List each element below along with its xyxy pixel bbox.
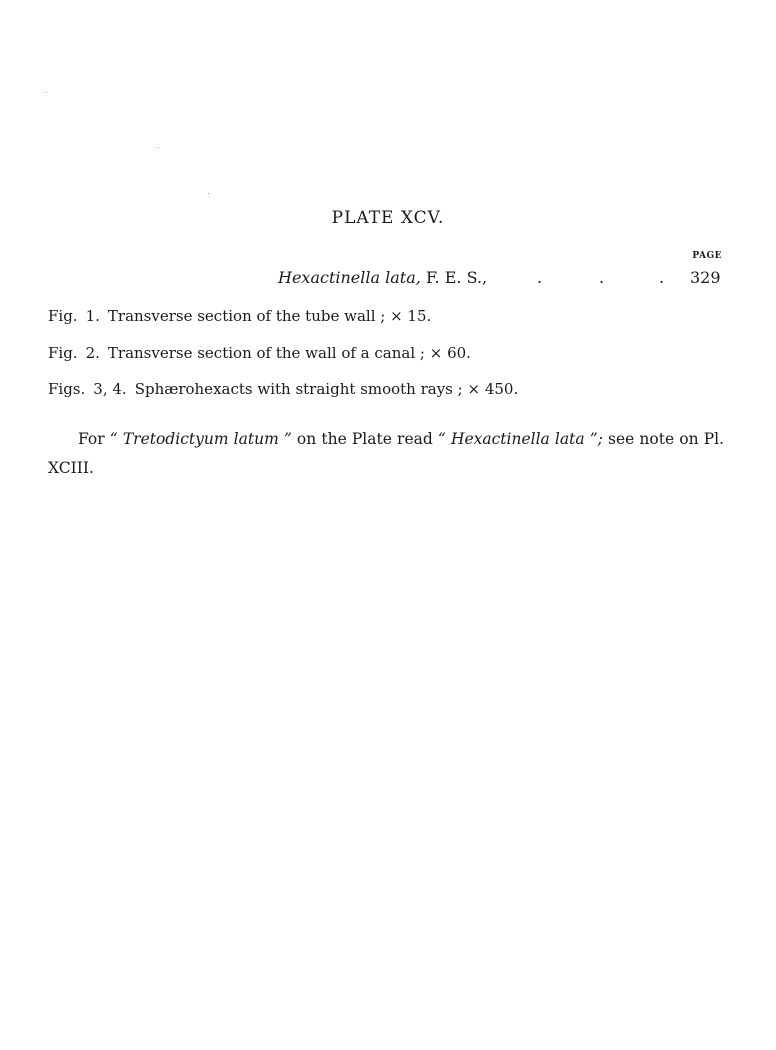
- figure-number: 3, 4.: [93, 380, 127, 398]
- figure-description: Sphærohexacts with straight smooth rays ;: [134, 380, 463, 398]
- figure-label: Fig.: [48, 344, 78, 362]
- leader-dot: .: [659, 268, 665, 287]
- note-text: For: [78, 430, 110, 448]
- species-heading-row: [0, 268, 776, 290]
- figure-caption-1: [48, 307, 431, 325]
- figure-caption-2: [48, 344, 471, 362]
- scan-speck: [208, 193, 209, 194]
- figure-description: Transverse section of the wall of a canal ;: [107, 344, 425, 362]
- note-text: on the Plate read: [291, 430, 438, 448]
- figure-number: 1.: [85, 307, 100, 325]
- scan-speck: [158, 147, 159, 148]
- correction-note: [48, 425, 724, 483]
- species-name: Hexactinella lata,: [278, 268, 421, 287]
- scan-speck: [46, 92, 47, 93]
- plate-title: PLATE XCV.: [331, 208, 445, 228]
- figure-number: 2.: [85, 344, 100, 362]
- figure-caption-3-4: [48, 380, 518, 398]
- species-entry: [278, 268, 487, 287]
- figure-description: Transverse section of the tube wall ;: [107, 307, 386, 325]
- figure-magnification: × 450.: [467, 380, 519, 398]
- figure-label: Figs.: [48, 380, 86, 398]
- leader-dot: .: [537, 268, 543, 287]
- note-old-name: “ Tretodictyum latum ”: [109, 430, 292, 448]
- leader-dot: .: [599, 268, 605, 287]
- figure-magnification: × 15.: [390, 307, 432, 325]
- figure-label: Fig.: [48, 307, 78, 325]
- note-reference: see note on Pl. XCIII.: [48, 430, 725, 477]
- figure-magnification: × 60.: [429, 344, 471, 362]
- note-new-name: “ Hexactinella lata ”;: [437, 430, 603, 448]
- species-author: F. E. S.,: [425, 268, 488, 287]
- species-page-number: 329: [690, 268, 721, 287]
- page-column-label: PAGE: [692, 251, 722, 261]
